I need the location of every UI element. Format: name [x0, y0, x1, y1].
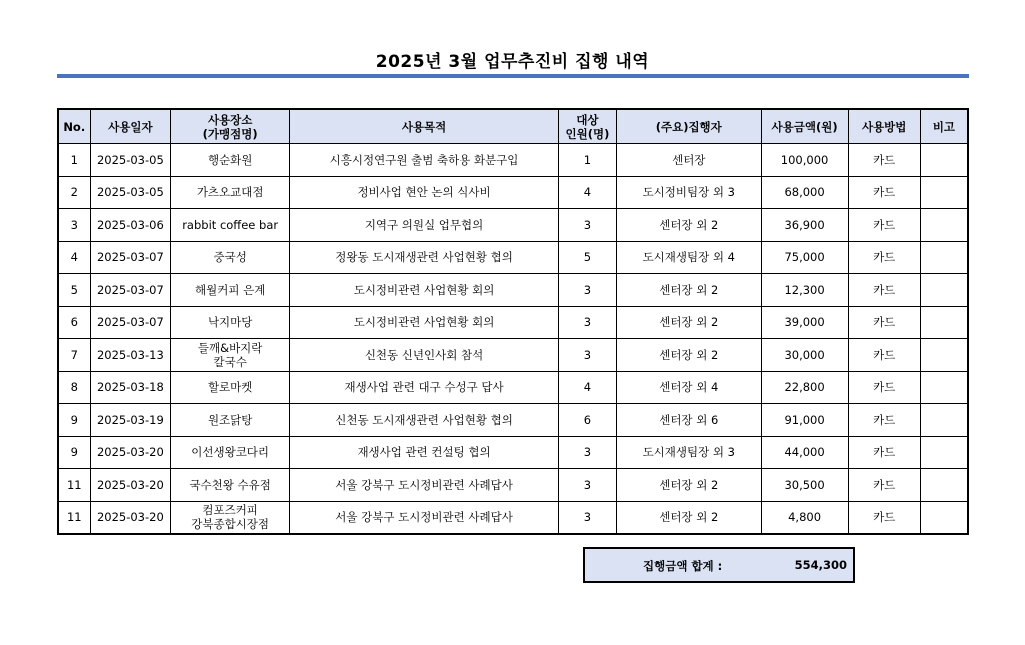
header-purpose: 사용목적 [290, 109, 559, 144]
cell-place: 할로마켓 [171, 371, 290, 404]
cell-purpose: 재생사업 관련 컨설팅 협의 [290, 436, 559, 469]
cell-method: 카드 [848, 209, 920, 242]
cell-place: 원조닭탕 [171, 404, 290, 437]
cell-amount: 75,000 [761, 241, 848, 274]
header-note: 비고 [920, 109, 968, 144]
cell-purpose: 도시정비관련 사업현황 회의 [290, 274, 559, 307]
expense-table [57, 108, 969, 535]
cell-date: 2025-03-07 [90, 241, 171, 274]
header-method: 사용방법 [848, 109, 920, 144]
cell-note [920, 241, 968, 274]
cell-executor: 도시재생팀장 외 3 [616, 436, 761, 469]
cell-date: 2025-03-20 [90, 436, 171, 469]
table-row [58, 274, 968, 307]
cell-purpose: 신천동 신년인사회 참석 [290, 339, 559, 372]
table-row [58, 209, 968, 242]
table-row [58, 306, 968, 339]
cell-method: 카드 [848, 144, 920, 177]
page-title: 2025년 3월 업무추진비 집행 내역 [375, 52, 650, 72]
cell-people: 6 [558, 404, 616, 437]
table-row [58, 339, 968, 372]
cell-place: rabbit coffee bar [171, 209, 290, 242]
header-people: 대상 인원(명) [558, 109, 616, 144]
cell-executor: 센터장 외 2 [616, 501, 761, 534]
cell-note [920, 176, 968, 209]
cell-amount: 30,000 [761, 339, 848, 372]
table-row [58, 469, 968, 502]
cell-note [920, 371, 968, 404]
cell-note [920, 144, 968, 177]
cell-purpose: 정왕동 도시재생관련 사업현황 협의 [290, 241, 559, 274]
cell-people: 1 [558, 144, 616, 177]
cell-purpose: 재생사업 관련 대구 수성구 답사 [290, 371, 559, 404]
cell-no: 9 [58, 436, 90, 469]
cell-note [920, 469, 968, 502]
cell-date: 2025-03-05 [90, 144, 171, 177]
cell-method: 카드 [848, 436, 920, 469]
cell-people: 3 [558, 469, 616, 502]
header-place: 사용장소 (가맹점명) [171, 109, 290, 144]
cell-no: 5 [58, 274, 90, 307]
cell-date: 2025-03-18 [90, 371, 171, 404]
table-header-row [58, 109, 968, 144]
cell-note [920, 404, 968, 437]
cell-executor: 센터장 외 2 [616, 306, 761, 339]
cell-place: 이선생왕코다리 [171, 436, 290, 469]
cell-note [920, 274, 968, 307]
cell-no: 3 [58, 209, 90, 242]
cell-people: 5 [558, 241, 616, 274]
cell-amount: 4,800 [761, 501, 848, 534]
total-label: 집행금액 합계 : [643, 559, 723, 573]
header-date: 사용일자 [90, 109, 171, 144]
cell-note [920, 339, 968, 372]
table-row [58, 404, 968, 437]
cell-note [920, 436, 968, 469]
cell-place: 컴포즈커피 강북종합시장점 [171, 501, 290, 534]
cell-place: 중국성 [171, 241, 290, 274]
cell-place: 국수천왕 수유점 [171, 469, 290, 502]
cell-executor: 센터장 [616, 144, 761, 177]
cell-method: 카드 [848, 404, 920, 437]
table-row [58, 501, 968, 534]
cell-purpose: 시흥시정연구원 출범 축하용 화분구입 [290, 144, 559, 177]
cell-executor: 센터장 외 4 [616, 371, 761, 404]
cell-people: 3 [558, 274, 616, 307]
cell-date: 2025-03-19 [90, 404, 171, 437]
cell-executor: 센터장 외 2 [616, 469, 761, 502]
cell-executor: 센터장 외 6 [616, 404, 761, 437]
cell-method: 카드 [848, 176, 920, 209]
cell-amount: 44,000 [761, 436, 848, 469]
cell-amount: 36,900 [761, 209, 848, 242]
total-value: 554,300 [794, 558, 847, 572]
cell-people: 3 [558, 306, 616, 339]
cell-amount: 100,000 [761, 144, 848, 177]
cell-note [920, 501, 968, 534]
cell-no: 11 [58, 501, 90, 534]
cell-date: 2025-03-05 [90, 176, 171, 209]
cell-no: 7 [58, 339, 90, 372]
cell-date: 2025-03-07 [90, 306, 171, 339]
cell-no: 8 [58, 371, 90, 404]
header-no: No. [58, 109, 90, 144]
table-row [58, 241, 968, 274]
cell-amount: 68,000 [761, 176, 848, 209]
cell-amount: 39,000 [761, 306, 848, 339]
cell-amount: 12,300 [761, 274, 848, 307]
cell-method: 카드 [848, 469, 920, 502]
cell-no: 9 [58, 404, 90, 437]
total-summary [583, 547, 855, 583]
cell-people: 4 [558, 176, 616, 209]
cell-purpose: 서울 강북구 도시정비관련 사례답사 [290, 501, 559, 534]
cell-no: 11 [58, 469, 90, 502]
cell-executor: 센터장 외 2 [616, 209, 761, 242]
cell-method: 카드 [848, 339, 920, 372]
cell-no: 2 [58, 176, 90, 209]
cell-date: 2025-03-20 [90, 469, 171, 502]
cell-date: 2025-03-06 [90, 209, 171, 242]
table-row [58, 176, 968, 209]
cell-place: 해월커피 은계 [171, 274, 290, 307]
cell-executor: 도시정비팀장 외 3 [616, 176, 761, 209]
cell-executor: 도시재생팀장 외 4 [616, 241, 761, 274]
cell-amount: 91,000 [761, 404, 848, 437]
cell-method: 카드 [848, 371, 920, 404]
header-executor: (주요)집행자 [616, 109, 761, 144]
cell-executor: 센터장 외 2 [616, 339, 761, 372]
cell-method: 카드 [848, 274, 920, 307]
title-divider [57, 74, 969, 78]
cell-no: 4 [58, 241, 90, 274]
cell-people: 3 [558, 436, 616, 469]
table-row [58, 371, 968, 404]
cell-purpose: 신천동 도시재생관련 사업현황 협의 [290, 404, 559, 437]
cell-method: 카드 [848, 501, 920, 534]
cell-note [920, 306, 968, 339]
cell-purpose: 지역구 의원실 업무협의 [290, 209, 559, 242]
cell-method: 카드 [848, 306, 920, 339]
table-row [58, 144, 968, 177]
cell-purpose: 도시정비관련 사업현황 회의 [290, 306, 559, 339]
cell-note [920, 209, 968, 242]
cell-place: 낙지마당 [171, 306, 290, 339]
cell-date: 2025-03-13 [90, 339, 171, 372]
cell-people: 3 [558, 209, 616, 242]
cell-people: 3 [558, 501, 616, 534]
cell-date: 2025-03-07 [90, 274, 171, 307]
table-row [58, 436, 968, 469]
cell-people: 3 [558, 339, 616, 372]
cell-executor: 센터장 외 2 [616, 274, 761, 307]
cell-amount: 30,500 [761, 469, 848, 502]
cell-no: 1 [58, 144, 90, 177]
cell-place: 가츠오교대점 [171, 176, 290, 209]
cell-people: 4 [558, 371, 616, 404]
cell-amount: 22,800 [761, 371, 848, 404]
cell-method: 카드 [848, 241, 920, 274]
cell-no: 6 [58, 306, 90, 339]
cell-place: 행순화원 [171, 144, 290, 177]
cell-purpose: 서울 강북구 도시정비관련 사례답사 [290, 469, 559, 502]
cell-place: 들깨&바지락 칼국수 [171, 339, 290, 372]
cell-purpose: 정비사업 현안 논의 식사비 [290, 176, 559, 209]
header-amount: 사용금액(원) [761, 109, 848, 144]
cell-date: 2025-03-20 [90, 501, 171, 534]
